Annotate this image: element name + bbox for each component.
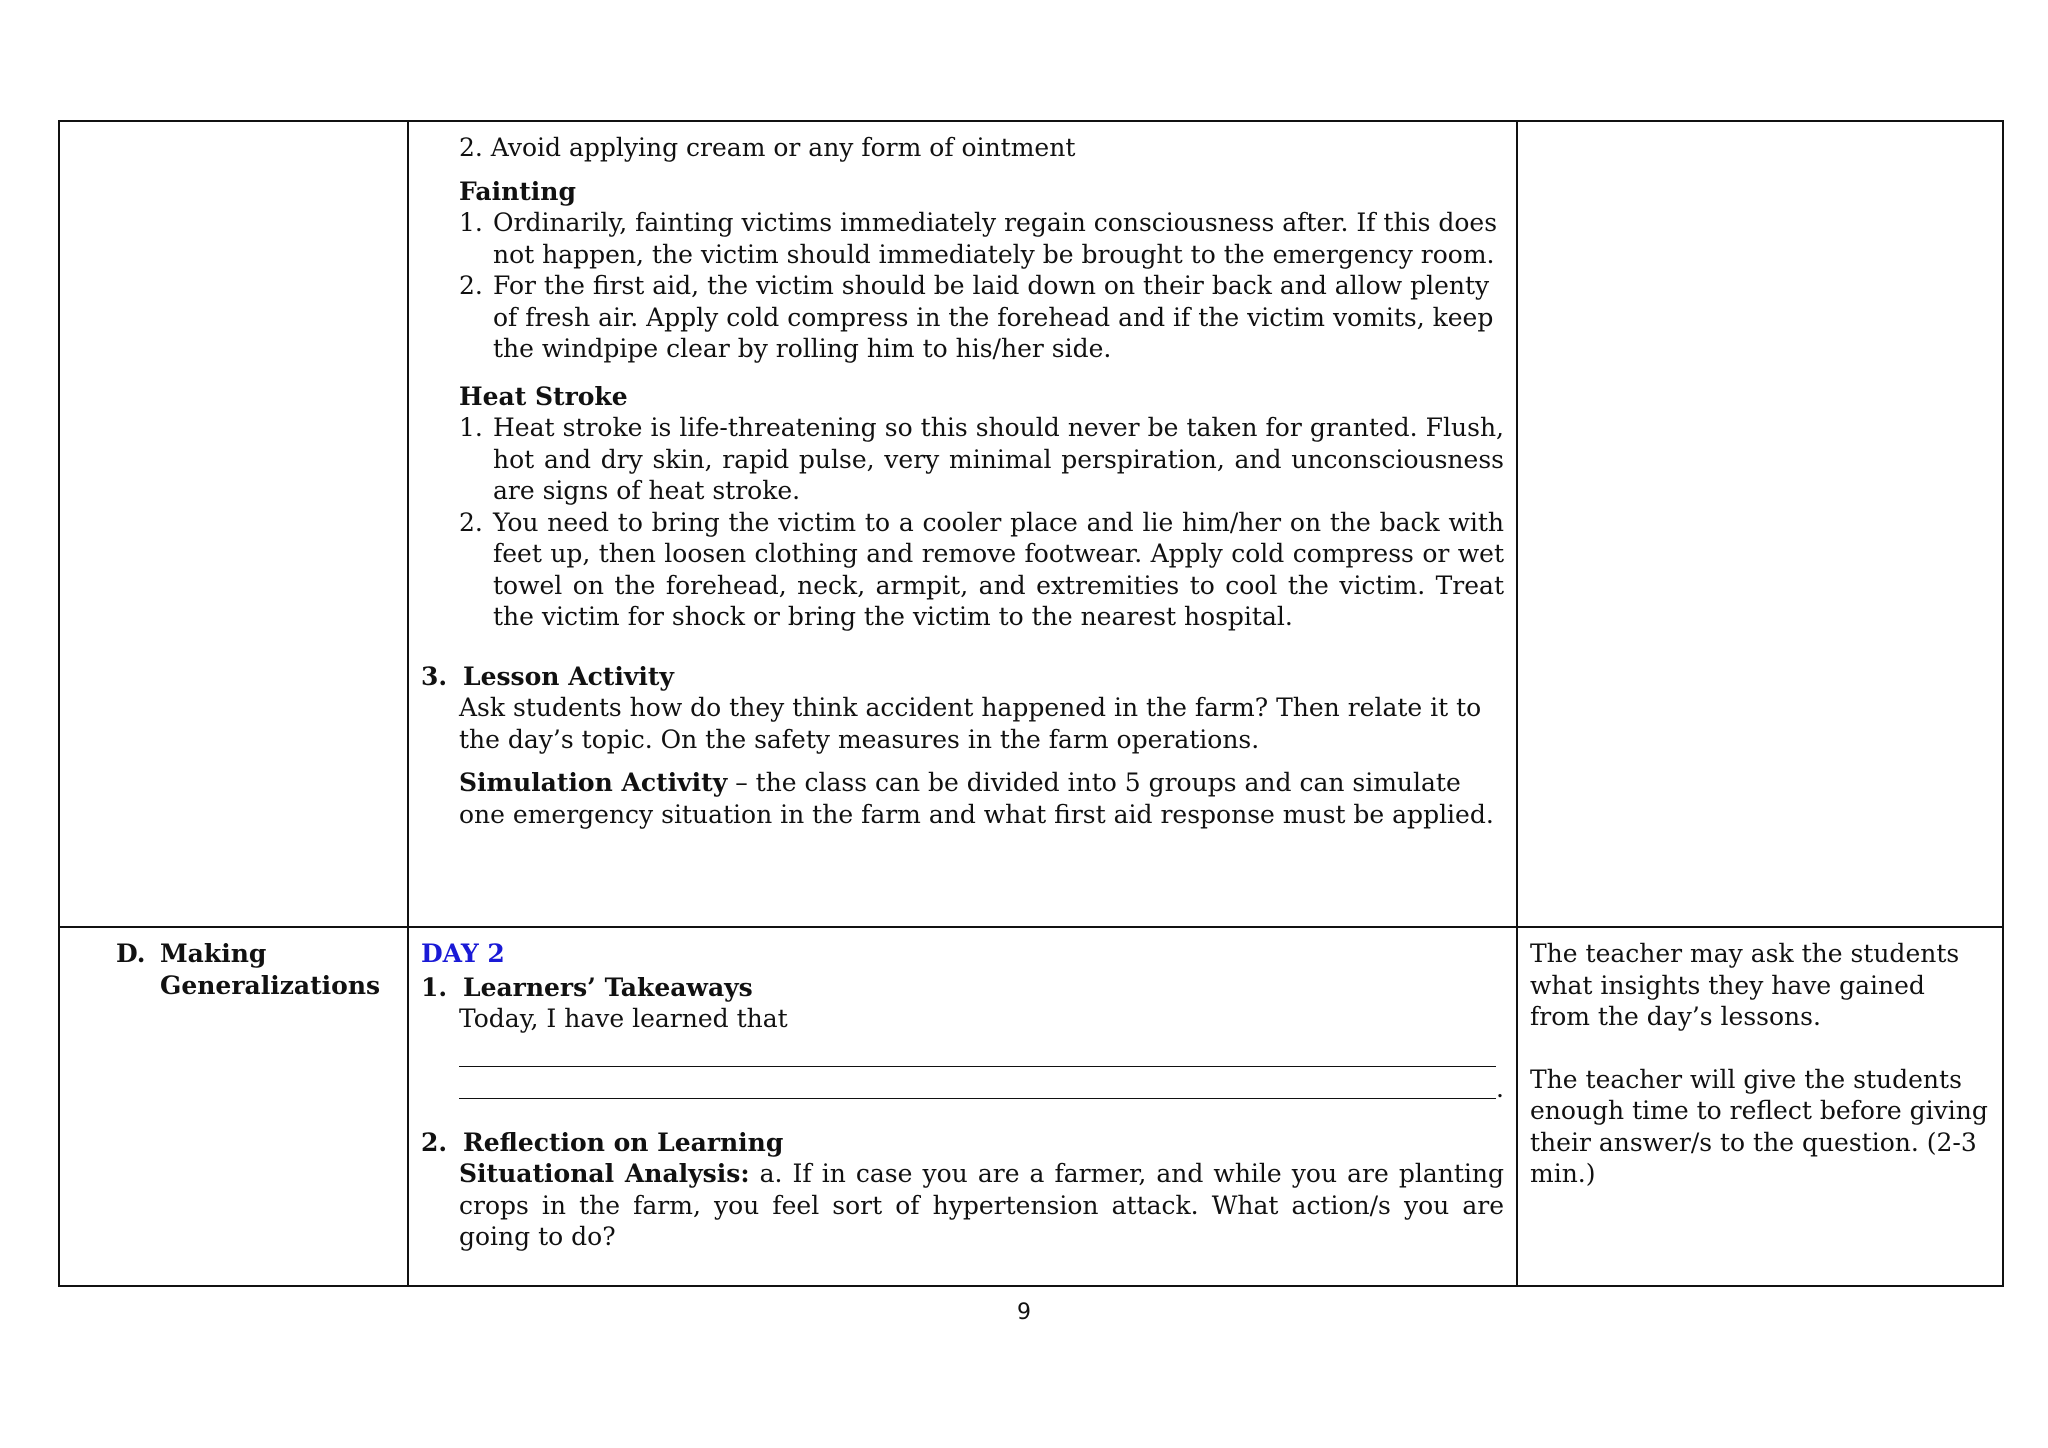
burns-item-2: 2. Avoid applying cream or any form of ointment xyxy=(459,133,1076,162)
answer-blank-line xyxy=(459,1067,1496,1099)
content-cell xyxy=(408,121,1517,927)
answer-blank-line xyxy=(459,1035,1496,1067)
fainting-heading: Fainting xyxy=(459,176,576,206)
list-item: 2. You need to bring the victim to a cooler place and lie him/her on the back with feet up, then loosen clothing and remove footwear. Apply cold compress or wet towel on the forehead, neck, armpit, and extremities to cool the victim. Treat the victim for shock or bring the victim to the nearest hospital. xyxy=(459,507,1504,631)
end-period: . xyxy=(1496,1074,1504,1103)
heat-stroke-heading: Heat Stroke xyxy=(459,381,628,411)
empty-label-cell xyxy=(59,121,408,927)
table-row xyxy=(59,927,2003,1286)
section-label: D. Making Generalizations xyxy=(116,939,381,1000)
empty-notes-cell xyxy=(1517,121,2003,927)
lesson-plan-table xyxy=(58,120,2004,1287)
fainting-list xyxy=(459,207,1504,365)
takeaways-heading: 1. Learners’ Takeaways xyxy=(421,972,753,1002)
teacher-note: The teacher will give the students enough time to reflect before giving their answer/s to the question. (2-3 min.) xyxy=(1530,1064,1988,1188)
list-item: 2. For the first aid, the victim should be laid down on their back and allow plenty of fresh air. Apply cold compress in the forehead and if the victim vomits, keep the windpipe clear by rolling him to his/her side. xyxy=(459,271,1494,363)
reflection-heading: 2. Reflection on Learning xyxy=(421,1127,784,1157)
lesson-activity-text: Ask students how do they think accident happened in the farm? Then relate it to the day’s topic. On the safety measures in the farm operations. xyxy=(459,693,1482,754)
takeaways-text: Today, I have learned that xyxy=(459,1004,788,1033)
lesson-activity-heading: 3. Lesson Activity xyxy=(421,661,674,691)
notes-cell xyxy=(1517,927,2003,1286)
list-item: 1. Heat stroke is life-threatening so this should never be taken for granted. Flush, hot and dry skin, rapid pulse, very minimal perspiration, and unconsciousness are signs of heat stroke. xyxy=(459,413,1504,505)
simulation-activity: Simulation Activity – the class can be divided into 5 groups and can simulate one emergency situation in the farm and what first aid response must be applied. xyxy=(459,768,1494,829)
page-number: 9 xyxy=(1017,1300,1031,1325)
teacher-note: The teacher may ask the students what insights they have gained from the day’s lessons. xyxy=(1530,939,1960,1031)
list-item: 1. Ordinarily, fainting victims immediately regain consciousness after. If this does not happen, the victim should immediately be brought to the emergency room. xyxy=(459,208,1498,269)
day-label: DAY 2 xyxy=(421,939,505,968)
content-cell xyxy=(408,927,1517,1286)
situational-analysis: Situational Analysis: a. If in case you are a farmer, and while you are planting crops in the farm, you feel sort of hypertension attack. What action/s you are going to do? xyxy=(459,1159,1504,1251)
section-label-cell xyxy=(59,927,408,1286)
heat-stroke-list xyxy=(459,412,1504,633)
table-row xyxy=(59,121,2003,927)
